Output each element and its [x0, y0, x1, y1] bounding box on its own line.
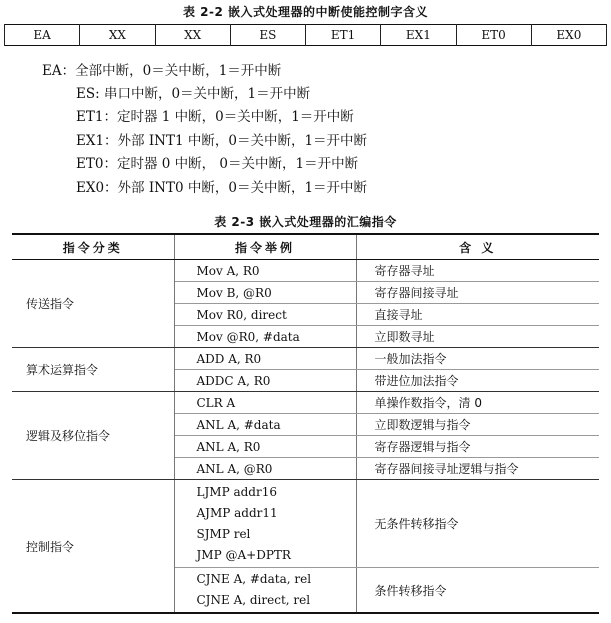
meaning-cell: 寄存器逻辑与指令	[356, 436, 599, 458]
desc-ea: EA：全部中断，0＝关中断，1＝开中断	[42, 63, 282, 79]
meaning-cell: 无条件转移指令	[356, 480, 599, 568]
example-line: CJNE A, direct, rel	[196, 593, 311, 607]
meaning-cell: 条件转移指令	[374, 583, 447, 598]
category-cell: 控制指令	[12, 480, 174, 614]
bit-cell: EA	[5, 25, 80, 46]
desc-et1: ET1：定时器 1 中断，0＝关中断，1＝开中断	[76, 109, 354, 125]
example-block	[174, 568, 356, 614]
meaning-cell: 立即数寻址	[356, 326, 599, 348]
desc-ex1: EX1：外部 INT1 中断，0＝关中断，1＝开中断	[76, 133, 368, 149]
table-2-3-caption: 表 2-3 嵌入式处理器的汇编指令	[214, 215, 397, 229]
example-cell: ADD A, R0	[174, 348, 356, 370]
bit-cell: EX1	[381, 25, 456, 46]
desc-es: ES: 串口中断，0＝关中断，1＝开中断	[76, 86, 311, 102]
example-line: SJMP rel	[196, 527, 251, 541]
category-cell: 逻辑及移位指令	[12, 392, 174, 480]
example-cell: ADDC A, R0	[174, 370, 356, 392]
example-cell: Mov A, R0	[174, 260, 356, 282]
meaning-cell: 带进位加法指令	[356, 370, 599, 392]
meaning-cell: 寄存器寻址	[356, 260, 599, 282]
meaning-cell: 寄存器间接寻址	[356, 282, 599, 304]
bit-cell: ES	[230, 25, 305, 46]
bit-cell: XX	[80, 25, 155, 46]
example-line: LJMP addr16	[196, 485, 277, 499]
example-cell: CLR A	[174, 392, 356, 414]
meaning-cell: 单操作数指令，清 0	[356, 392, 599, 414]
table-2-2-caption: 表 2-2 嵌入式处理器的中断使能控制字含义	[182, 5, 429, 19]
example-line: CJNE A, #data, rel	[196, 572, 312, 586]
example-cell: ANL A, #data	[174, 414, 356, 436]
example-cell: Mov @R0, #data	[174, 326, 356, 348]
example-line: JMP @A+DPTR	[196, 548, 291, 562]
desc-et0: ET0：定时器 0 中断， 0＝关中断，1＝开中断	[76, 156, 359, 172]
interrupt-enable-table	[4, 24, 607, 46]
meaning-cell: 寄存器间接寻址逻辑与指令	[356, 458, 599, 480]
header-example: 指令举例	[174, 234, 356, 260]
example-cell: Mov B, @R0	[174, 282, 356, 304]
meaning-cell: 直接寻址	[356, 304, 599, 326]
header-category: 指令分类	[12, 234, 174, 260]
category-cell: 传送指令	[12, 260, 174, 348]
example-cell: Mov R0, direct	[174, 304, 356, 326]
category-cell: 算术运算指令	[12, 348, 174, 392]
example-cell: ANL A, R0	[174, 436, 356, 458]
example-cell: ANL A, @R0	[174, 458, 356, 480]
assembly-instruction-table	[12, 233, 599, 614]
desc-ex0: EX0：外部 INT0 中断，0＝关中断，1＝开中断	[76, 180, 368, 196]
meaning-cell: 一般加法指令	[356, 348, 599, 370]
bit-cell: XX	[155, 25, 230, 46]
bit-cell: ET1	[306, 25, 381, 46]
example-line: AJMP addr11	[196, 506, 278, 520]
meaning-cell: 立即数逻辑与指令	[356, 414, 599, 436]
example-block	[174, 480, 356, 568]
header-meaning: 含 义	[356, 234, 599, 260]
bit-cell: EX0	[531, 25, 606, 46]
bit-cell: ET0	[456, 25, 531, 46]
